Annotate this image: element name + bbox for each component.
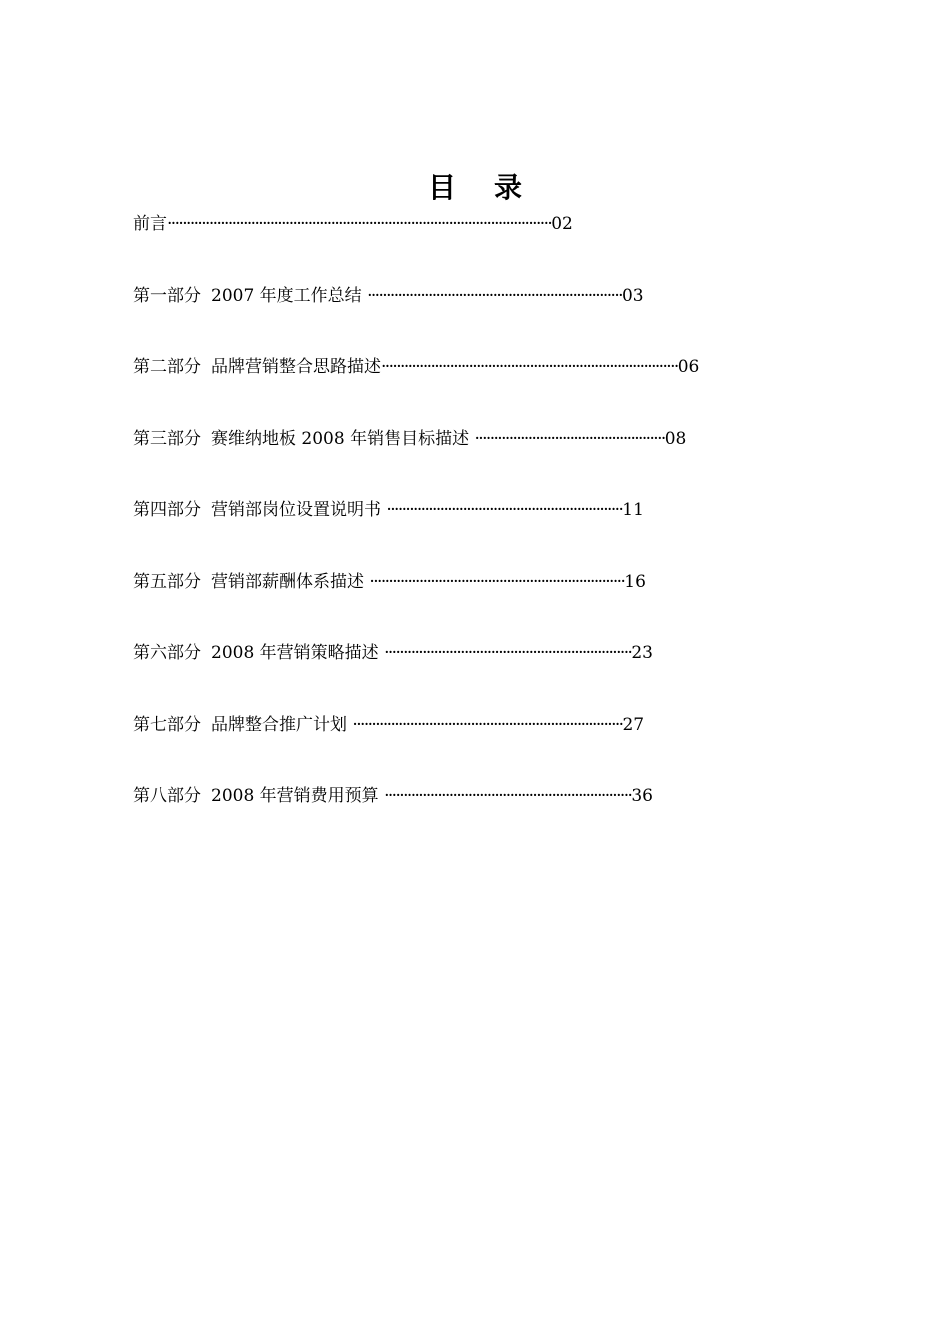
toc-entry-page: 36 — [631, 786, 653, 806]
toc-entry-part-5[interactable] — [133, 570, 646, 594]
toc-entry-page: 23 — [631, 643, 653, 663]
dot-leader: ······························································ — [386, 500, 623, 520]
dot-leader: ······································································· — [352, 715, 623, 735]
toc-entry-part-1[interactable] — [133, 284, 644, 308]
dot-leader: ·············································································· — [381, 357, 678, 377]
toc-entry-part-6[interactable] — [133, 641, 653, 665]
toc-entry-part-4[interactable] — [133, 498, 644, 522]
toc-entry-part-7[interactable] — [133, 713, 644, 737]
dot-leader: ································································· — [384, 643, 632, 663]
toc-entry-page: 03 — [621, 286, 644, 306]
toc-entry-prefix: 第五部分 — [133, 572, 201, 592]
toc-entry-prefix: 第七部分 — [133, 715, 201, 735]
toc-entry-prefix: 第八部分 — [133, 786, 201, 806]
dot-leader: ····································································································· — [167, 214, 552, 234]
toc-entry-title: 赛维纳地板 2008 年销售目标描述 — [211, 429, 475, 449]
toc-entry-part-3[interactable] — [133, 427, 686, 451]
toc-entry-title: 2008 年营销费用预算 — [211, 786, 385, 806]
toc-entry-page: 16 — [624, 572, 646, 592]
toc-entry-part-2[interactable] — [133, 355, 699, 379]
toc-entry-prefix: 第六部分 — [133, 643, 201, 663]
title-char-1: 目 — [427, 171, 456, 204]
dot-leader: ··································································· — [369, 572, 625, 592]
toc-entry-title: 2007 年度工作总结 — [211, 286, 368, 306]
dot-leader: ··································································· — [367, 286, 622, 306]
toc-entry-prefix: 第四部分 — [133, 500, 201, 520]
toc-entry-title: 2008 年营销策略描述 — [211, 643, 385, 663]
toc-entry-title: 品牌营销整合思路描述 — [211, 357, 381, 377]
toc-entry-page: 08 — [664, 429, 687, 449]
toc-entry-preface[interactable] — [133, 212, 573, 236]
toc-entry-page: 11 — [622, 500, 644, 520]
dot-leader: ·················································· — [474, 429, 665, 449]
toc-entry-title: 营销部薪酬体系描述 — [211, 572, 370, 592]
toc-entry-prefix: 第三部分 — [133, 429, 201, 449]
toc-entry-prefix: 第二部分 — [133, 357, 201, 377]
toc-entry-page: 06 — [677, 357, 700, 377]
toc-entry-prefix: 第一部分 — [133, 286, 201, 306]
toc-entry-page: 02 — [551, 214, 573, 234]
toc-entry-part-8[interactable] — [133, 784, 653, 808]
dot-leader: ································································· — [384, 786, 632, 806]
title-char-2: 录 — [494, 171, 523, 204]
page-title — [0, 170, 950, 206]
toc-entry-title: 营销部岗位设置说明书 — [211, 500, 387, 520]
toc-entry-page: 27 — [622, 715, 645, 735]
toc-entry-title: 品牌整合推广计划 — [211, 715, 353, 735]
toc-entry-title: 前言 — [133, 214, 167, 234]
